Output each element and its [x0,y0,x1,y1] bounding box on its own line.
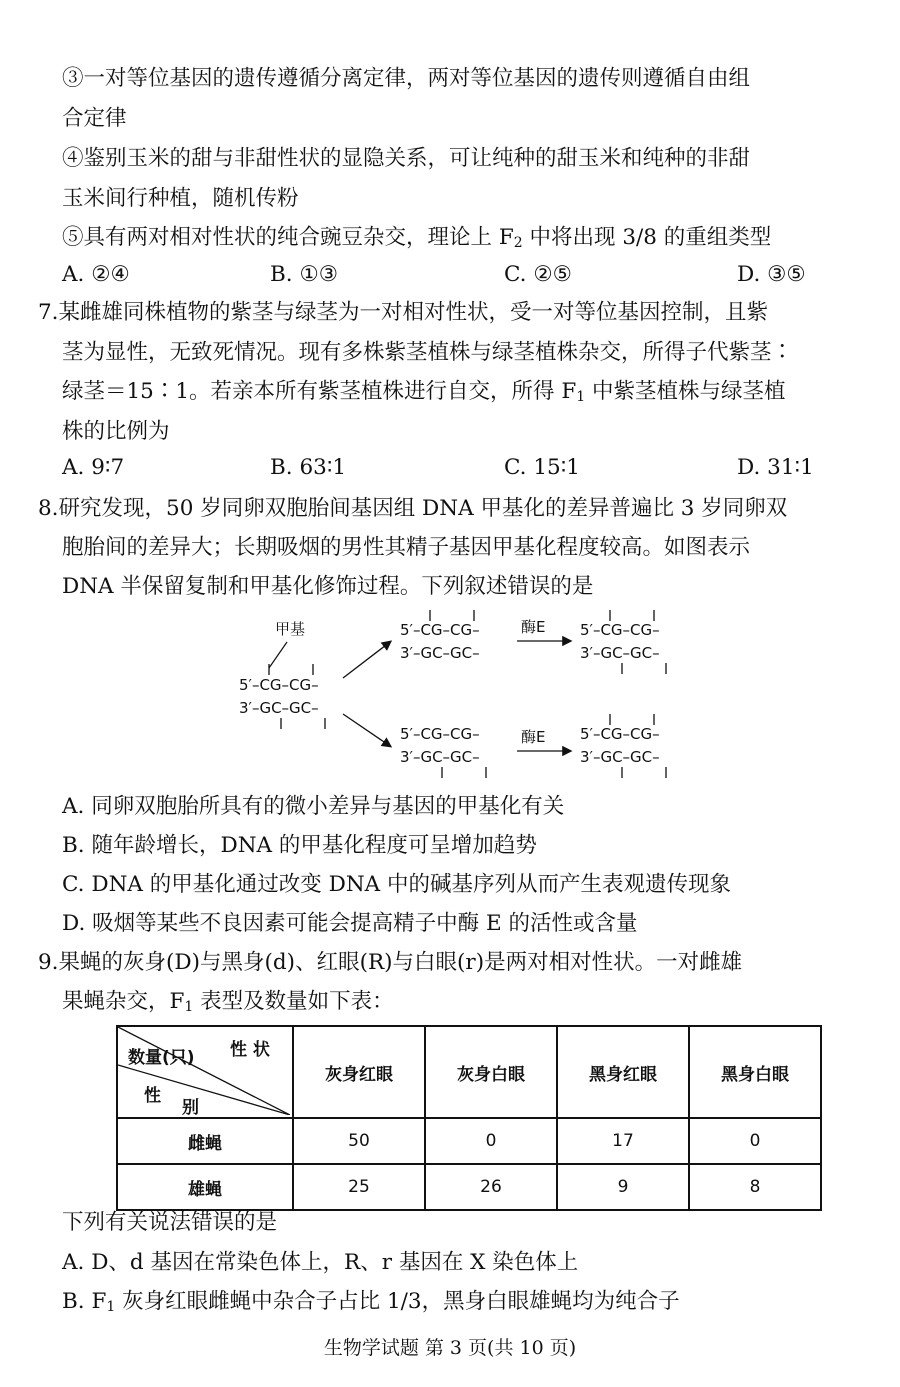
q8-line2: 胞胎间的差异大；长期吸烟的男性其精子基因甲基化程度较高。如图表示 [62,535,751,560]
daughter-bottom-strand-1: 5′–CG–CG– [400,725,480,743]
table-cell: 25 [293,1164,425,1210]
q7-line2: 茎为显性，无致死情况。现有多株紫茎植株与绿茎植株杂交，所得子代紫茎∶ [62,340,794,365]
table-cell: 9 [557,1164,689,1210]
parent-top-strand: 5′–CG–CG– [239,676,319,694]
statement-3-line1: ③一对等位基因的遗传遵循分离定律，两对等位基因的遗传则遵循自由组 [62,66,751,91]
replication-arrow-bottom [343,714,390,746]
q6-option-d: D. ③⑤ [737,262,806,287]
q8-option-b: B. 随年龄增长，DNA 的甲基化程度可呈增加趋势 [62,833,537,858]
daughter-top-unmethylated [400,610,480,662]
statement-4-line1: ④鉴别玉米的甜与非甜性状的显隐关系，可让纯种的甜玉米和纯种的非甜 [62,146,751,171]
daughter-top-methylated [580,610,666,674]
q7-line1: 7.某雌雄同株植物的紫茎与绿茎为一对相对性状，受一对等位基因控制，且紫 [38,300,769,325]
table-cell: 0 [689,1118,821,1164]
methylated-top-strand-1: 5′–CG–CG– [580,621,660,639]
q6-option-a: A. ②④ [62,262,130,287]
statement-5: ⑤具有两对相对性状的纯合豌豆杂交，理论上 $F_2$ 中将出现 3/8 的重组类型 [62,225,772,251]
enzyme-e-label-bottom: 酶E [521,728,546,746]
q7-option-c: C. 15∶1 [504,455,580,480]
header-grey-red: 灰身红眼 [293,1026,425,1118]
header-grey-white: 灰身白眼 [425,1026,557,1118]
methylated-top-strand-2: 3′–GC–GC– [580,644,660,662]
q8-line3: DNA 半保留复制和甲基化修饰过程。下列叙述错误的是 [62,574,594,599]
daughter-bottom-methylated [580,714,666,778]
q9-prompt: 下列有关说法错误的是 [62,1210,278,1235]
replication-arrow-top [343,642,390,678]
methyl-pointer [269,642,287,668]
dna-methylation-diagram [225,608,695,783]
row-label-male: 雄蝇 [117,1164,293,1210]
enzyme-e-label-top: 酶E [521,618,546,636]
q6-option-b: B. ①③ [270,262,339,287]
q9-line2: 果蝇杂交，$F_1$ 表型及数量如下表： [62,989,394,1015]
table-corner-cell [117,1026,293,1118]
table-cell: 50 [293,1118,425,1164]
q6-option-c: C. ②⑤ [504,262,572,287]
q7-option-d: D. 31∶1 [737,455,814,480]
statement-3-line2: 合定律 [62,106,127,131]
table-header-row [117,1026,821,1118]
table-cell: 0 [425,1118,557,1164]
q7-line3: 绿茎＝15∶1。若亲本所有紫茎植株进行自交，所得 $F_1$ 中紫茎植株与绿茎植 [62,379,786,405]
corner-trait-label: 性 状 [230,1040,270,1060]
table-cell: 17 [557,1118,689,1164]
daughter-top-strand-1: 5′–CG–CG– [400,621,480,639]
methyl-label: 甲基 [275,620,306,638]
q9-line1: 9.果蝇的灰身(D)与黑身(d)、红眼(R)与白眼(r)是两对相对性状。一对雌雄 [38,950,743,975]
statement-4-line2: 玉米间行种植，随机传粉 [62,186,299,211]
parent-bottom-strand: 3′–GC–GC– [239,699,319,717]
fruit-fly-phenotype-table [116,1025,822,1211]
page-footer: 生物学试题 第 3 页(共 10 页) [323,1337,577,1359]
table-cell: 26 [425,1164,557,1210]
q8-option-d: D. 吸烟等某些不良因素可能会提高精子中酶 E 的活性或含量 [62,911,638,936]
daughter-top-strand-2: 3′–GC–GC– [400,644,480,662]
q7-option-b: B. 63∶1 [270,455,347,480]
q9-option-b: B. $F_1$ 灰身红眼雌蝇中杂合子占比 1/3，黑身白眼雄蝇均为纯合子 [62,1289,680,1315]
q7-option-a: A. 9∶7 [62,455,125,480]
corner-count-label: 数量(只) [128,1048,195,1068]
header-black-white: 黑身白眼 [689,1026,821,1118]
table-cell: 8 [689,1164,821,1210]
methylated-bottom-strand-1: 5′–CG–CG– [580,725,660,743]
q9-option-a: A. D、d 基因在常染色体上，R、r 基因在 X 染色体上 [62,1250,579,1275]
q8-option-c: C. DNA 的甲基化通过改变 DNA 中的碱基序列从而产生表观遗传现象 [62,872,732,897]
corner-sex-label-1: 性 [144,1086,161,1106]
table-row [117,1164,821,1210]
daughter-bottom-strand-2: 3′–GC–GC– [400,748,480,766]
header-black-red: 黑身红眼 [557,1026,689,1118]
q8-line1: 8.研究发现，50 岁同卵双胞胎间基因组 DNA 甲基化的差异普遍比 3 岁同卵双 [38,496,788,521]
parent-dna [239,664,325,729]
daughter-bottom-unmethylated [400,725,486,778]
corner-sex-label-2: 别 [182,1098,199,1118]
q8-option-a: A. 同卵双胞胎所具有的微小差异与基因的甲基化有关 [62,794,565,819]
q7-line4: 株的比例为 [62,419,170,444]
table-row [117,1118,821,1164]
methylated-bottom-strand-2: 3′–GC–GC– [580,748,660,766]
row-label-female: 雌蝇 [117,1118,293,1164]
